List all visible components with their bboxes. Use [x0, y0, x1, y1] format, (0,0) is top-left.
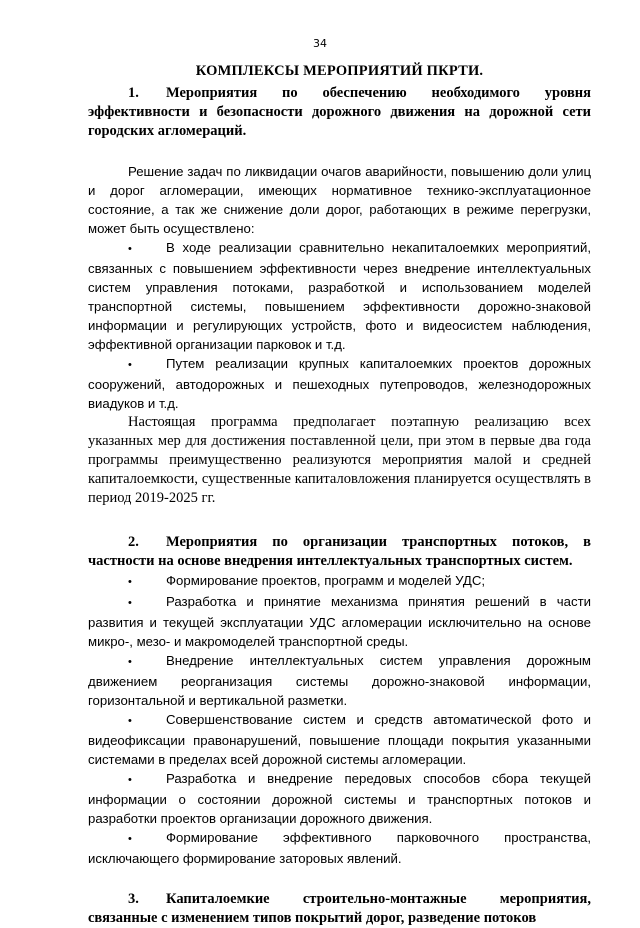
section2-bullet-list	[88, 571, 591, 868]
intro-paragraph: Решение задач по ликвидации очагов аварийности, повышению доли улиц и дорог агломерации, имеющих нормативное технико-эксплуатационное состояние, а так же снижение доли дорог, работающих в режиме перегрузки, может быть осуществлено:	[88, 164, 591, 236]
section-heading-text: Мероприятия по обеспечению необходимого уровня эффективности и безопасности дорожного движения на дорожной сети городских агломераций.	[88, 85, 591, 139]
page-content	[88, 62, 591, 928]
bullet-icon: •	[128, 576, 132, 588]
section-heading-2	[88, 533, 591, 571]
list-item: • Разработка и внедрение передовых способов сбора текущей информации о состоянии дорожной системы и транспортных потоков и разработки проектов организации дорожного движения.	[88, 771, 591, 826]
closing-paragraph: Настоящая программа предполагает поэтапную реализацию всех указанных мер для достижения поставленной цели, при этом в первые два года программы преимущественно реализуются мероприятия малой и средней капиталоемкости, существенные капиталовложения планируется осуществлять в период 2019-2025 гг.	[88, 414, 591, 506]
list-item: • В ходе реализации сравнительно некапиталоемких мероприятий, связанных с повышением эффективности через внедрение интеллектуальных систем управления потоками, разработкой и использованием моделей транспортной системы, повышением эффективности дорожно-знаковой информации и регулирующих устройств, фото и видеосистем наблюдения, эффективной организации парковок и т.д.	[88, 240, 591, 352]
section-heading-3	[88, 890, 591, 928]
list-item: • Внедрение интеллектуальных систем управления дорожным движением реорганизация системы дорожно-знаковой информации, горизонтальной и вертикальной разметки.	[88, 653, 591, 708]
bullet-icon: •	[128, 656, 132, 668]
list-item: • Путем реализации крупных капиталоемких проектов дорожных сооружений, автодорожных и пешеходных путепроводов, железнодорожных виадуков и т.д.	[88, 356, 591, 411]
section-heading-text: Мероприятия по организации транспортных потоков, в частности на основе внедрения интеллектуальных транспортных систем.	[88, 534, 591, 569]
list-item: • Формирование эффективного парковочного пространства, исключающего формирование заторовых явлений.	[88, 830, 591, 866]
section-number: 3.	[128, 891, 139, 907]
list-item: • Совершенствование систем и средств автоматической фото и видеофиксации правонарушений, повышение площади покрытия указанными системами в пределах всей дорожной системы агломерации.	[88, 712, 591, 767]
list-item: • Разработка и принятие механизма принятия решений в части развития и текущей эксплуатации УДС агломерации исключительно на основе микро-, мезо- и макромоделей транспортной среды.	[88, 594, 591, 649]
section-heading-1	[88, 84, 591, 141]
bullet-icon: •	[128, 833, 132, 845]
document-title: КОМПЛЕКСЫ МЕРОПРИЯТИЙ ПКРТИ.	[195, 63, 484, 79]
section-heading-text: Капиталоемкие строительно-монтажные мероприятия, связанные с изменением типов покрытий дорог, разведение потоков	[88, 891, 591, 926]
bullet-icon: •	[128, 597, 132, 609]
list-item: • Формирование проектов, программ и моделей УДС;	[88, 571, 591, 592]
page-number: 34	[313, 37, 327, 50]
section1-bullet-list	[88, 238, 591, 413]
section-number: 2.	[128, 534, 139, 550]
bullet-icon: •	[128, 243, 132, 255]
section-number: 1.	[128, 85, 139, 101]
bullet-icon: •	[128, 359, 132, 371]
bullet-icon: •	[128, 715, 132, 727]
bullet-icon: •	[128, 774, 132, 786]
